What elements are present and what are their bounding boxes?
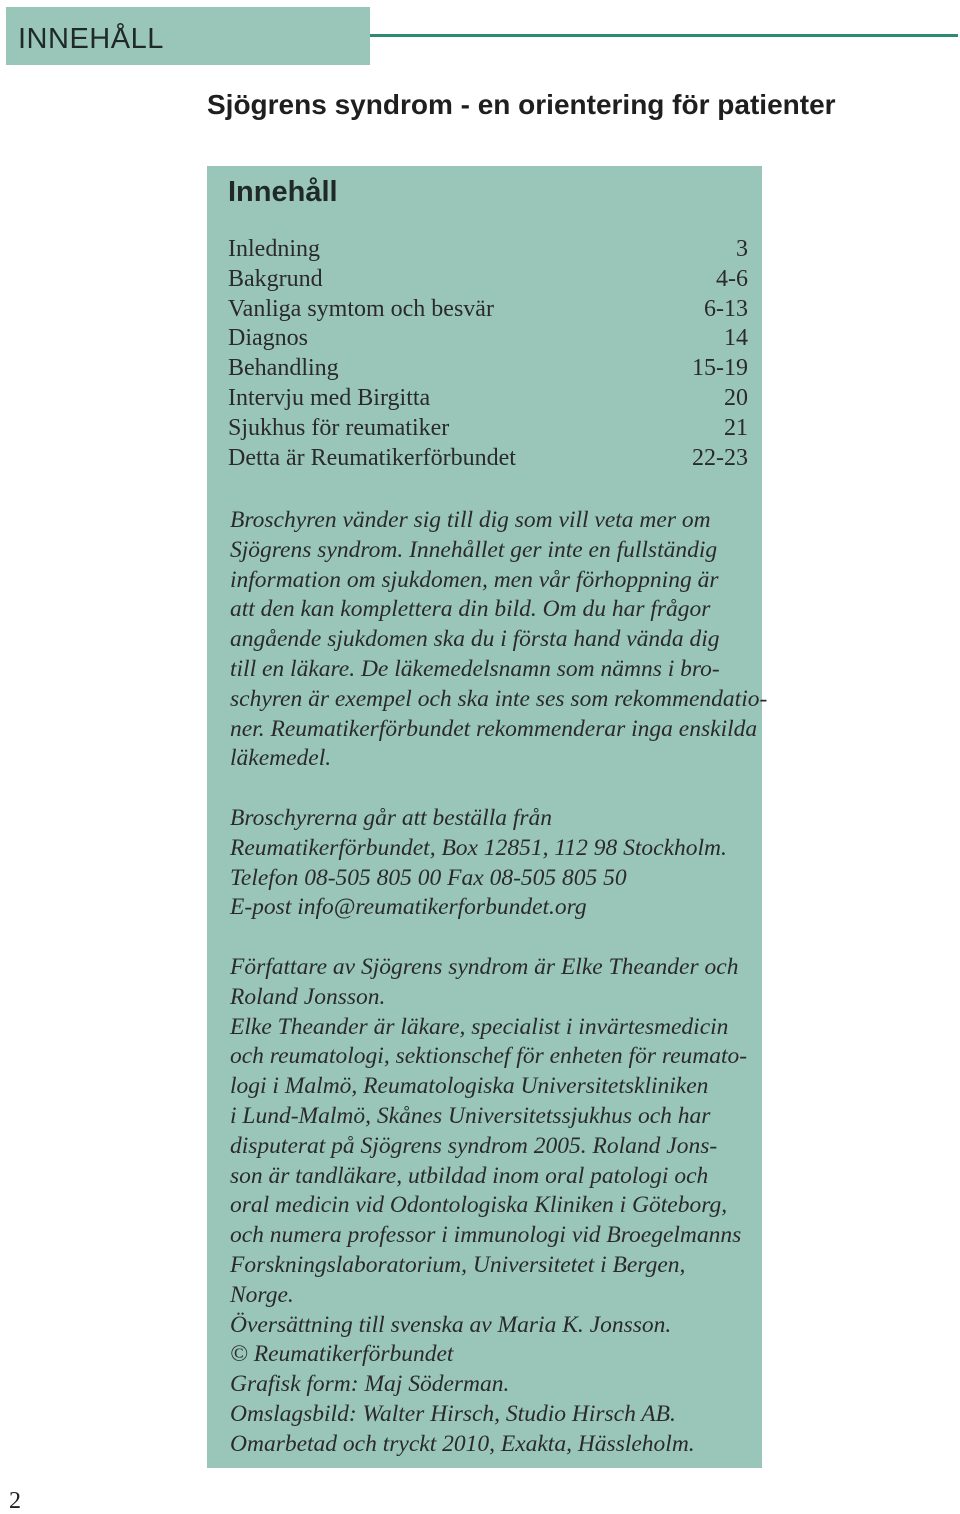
text-line: logi i Malmö, Reumatologiska Universitetskliniken [230, 1073, 709, 1100]
text-line: © Reumatikerförbundet [230, 1341, 454, 1368]
toc-entry[interactable] [228, 325, 748, 355]
text-line: till en läkare. De läkemedelsnamn som nämns i bro- [230, 655, 720, 682]
toc-entry[interactable] [228, 385, 748, 415]
toc-entry[interactable] [228, 415, 748, 445]
text-line: och numera professor i immunologi vid Broegelmanns [230, 1222, 742, 1249]
text-line: Omslagsbild: Walter Hirsch, Studio Hirsch AB. [230, 1400, 676, 1427]
toc-entry-pages: 22-23 [692, 444, 748, 471]
text-line: Författare av Sjögrens syndrom är Elke Theander och [230, 954, 739, 980]
toc-entry-label: Sjukhus för reumatiker [228, 414, 450, 441]
toc-entry[interactable] [228, 445, 748, 475]
contents-heading: Innehåll [228, 176, 338, 208]
text-line: Roland Jonsson. [230, 983, 386, 1010]
text-line: ner. Reumatikerförbundet rekommenderar inga enskilda [230, 715, 758, 742]
toc-entry[interactable] [228, 236, 748, 266]
text-line: Broschyrerna går att beställa från [230, 805, 553, 831]
document-title: Sjögrens syndrom - en orientering för patienter [207, 89, 836, 120]
toc-entry-pages: 21 [724, 414, 748, 441]
toc-entry-label: Bakgrund [228, 265, 323, 292]
text-line: oral medicin vid Odontologiska Kliniken i Göteborg, [230, 1192, 728, 1219]
page-number: 2 [9, 1488, 21, 1514]
credits-paragraph [230, 953, 755, 1460]
intro-paragraph [230, 506, 768, 774]
toc-entry[interactable] [228, 296, 748, 326]
toc-entry-pages: 15-19 [692, 355, 748, 382]
toc-entry-pages: 20 [724, 384, 748, 411]
text-line: Omarbetad och tryckt 2010, Exakta, Hässleholm. [230, 1430, 695, 1457]
text-line: Forskningslaboratorium, Universitetet i Bergen, [230, 1251, 686, 1278]
contents-panel [207, 166, 768, 1468]
toc-entry-label: Inledning [228, 236, 320, 262]
toc-entry[interactable] [228, 266, 748, 296]
text-line: Elke Theander är läkare, specialist i invärtesmedicin [230, 1013, 729, 1040]
text-line: Norge. [230, 1281, 294, 1308]
toc-entry-label: Detta är Reumatikerförbundet [228, 444, 516, 471]
text-line: i Lund-Malmö, Skånes Universitetssjukhus och har [230, 1102, 711, 1129]
toc-entry-pages: 4-6 [716, 265, 748, 292]
toc-entry-pages: 3 [736, 236, 748, 262]
text-line: och reumatologi, sektionschef för enheten för reumato- [230, 1043, 748, 1070]
text-line: information om sjukdomen, men vår förhoppning är [230, 566, 719, 593]
text-line: disputerat på Sjögrens syndrom 2005. Roland Jons- [230, 1132, 718, 1159]
text-line: Broschyren vänder sig till dig som vill veta mer om [230, 507, 711, 533]
text-line: att den kan komplettera din bild. Om du har frågor [230, 596, 711, 623]
header-divider [370, 34, 958, 37]
text-line: son är tandläkare, utbildad inom oral patologi och [230, 1162, 709, 1189]
section-header-band [6, 7, 370, 65]
email-line[interactable]: E-post info@reumatikerforbundet.org [230, 894, 587, 921]
table-of-contents [228, 236, 748, 474]
order-info-paragraph [230, 804, 755, 923]
text-line: schyren är exempel och ska inte ses som rekommendatio- [230, 685, 768, 712]
section-header-label: INNEHÅLL [18, 23, 164, 55]
toc-entry-label: Diagnos [228, 325, 308, 352]
toc-entry-label: Behandling [228, 355, 339, 382]
toc-entry-pages: 14 [724, 325, 748, 352]
text-line: Översättning till svenska av Maria K. Jonsson. [230, 1311, 672, 1338]
text-line: angående sjukdomen ska du i första hand vända dig [230, 626, 720, 653]
text-line: Reumatikerförbundet, Box 12851, 112 98 Stockholm. [230, 834, 727, 861]
text-line: Telefon 08-505 805 00 Fax 08-505 805 50 [230, 864, 627, 891]
text-line: läkemedel. [230, 745, 332, 772]
text-line: Sjögrens syndrom. Innehållet ger inte en fullständig [230, 536, 718, 563]
text-line: Grafisk form: Maj Söderman. [230, 1371, 510, 1398]
toc-entry[interactable] [228, 355, 748, 385]
toc-entry-label: Intervju med Birgitta [228, 384, 431, 411]
toc-entry-pages: 6-13 [704, 295, 748, 322]
toc-entry-label: Vanliga symtom och besvär [228, 295, 494, 322]
